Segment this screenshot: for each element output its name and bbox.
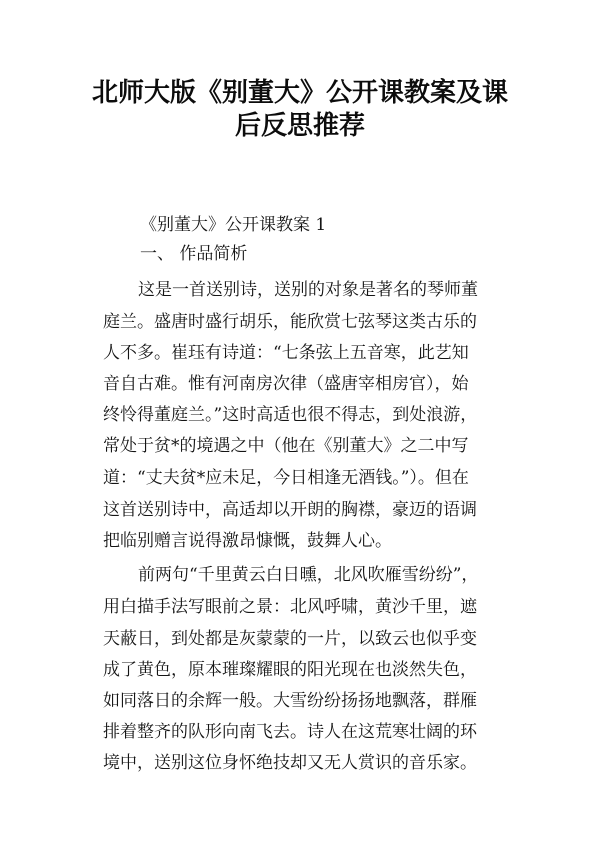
section-title: 《别董大》公开课教案 1 bbox=[140, 215, 327, 235]
paragraph-2-line: 如同落日的余辉一般。大雪纷纷扬扬地飘落，群雁 bbox=[103, 691, 477, 711]
paragraph-1-line: 终怜得董庭兰。”这时高适也很不得志，到处浪游， bbox=[103, 405, 478, 425]
paragraph-1-line: 庭兰。盛唐时盛行胡乐，能欣赏七弦琴这类古乐的 bbox=[103, 312, 477, 332]
paragraph-1-line: 常处于贫*的境遇之中（他在《别董大》之二中写 bbox=[103, 436, 469, 456]
paragraph-2-line: 前两句“千里黄云白日曛，北风吹雁雪纷纷”， bbox=[138, 565, 479, 585]
document-title-line-1: 北师大版《别董大》公开课教案及课 bbox=[91, 78, 508, 108]
paragraph-1-line: 道：“丈夫贫*应未足，今日相逢无酒钱。”）。但在 bbox=[103, 468, 469, 488]
paragraph-2-line: 排着整齐的队形向南飞去。诗人在这荒寒壮阔的环 bbox=[103, 722, 477, 742]
paragraph-2-line: 用白描手法写眼前之景：北风呼啸，黄沙千里，遮 bbox=[103, 597, 477, 617]
paragraph-1-line: 这首送别诗中，高适却以开朗的胸襟，豪迈的语调 bbox=[103, 500, 477, 520]
subsection-heading: 一、 作品简析 bbox=[140, 244, 248, 264]
paragraph-1-line: 人不多。崔珏有诗道：“七条弦上五音寒，此艺知 bbox=[103, 343, 469, 363]
paragraph-1-line: 把临别赠言说得激昂慷慨，鼓舞人心。 bbox=[103, 531, 392, 551]
paragraph-2-line: 成了黄色，原本璀璨耀眼的阳光现在也淡然失色， bbox=[103, 660, 477, 680]
paragraph-1-line: 音自古难。惟有河南房次律（盛唐宰相房官），始 bbox=[103, 374, 469, 394]
paragraph-1-line: 这是一首送别诗，送别的对象是著名的琴师董 bbox=[138, 280, 478, 300]
paragraph-2-line: 境中，送别这位身怀绝技却又无人赏识的音乐家。 bbox=[103, 753, 477, 773]
paragraph-2-line: 天蔽日，到处都是灰蒙蒙的一片，以致云也似乎变 bbox=[103, 629, 477, 649]
document-title-line-2: 后反思推荐 bbox=[234, 111, 365, 141]
